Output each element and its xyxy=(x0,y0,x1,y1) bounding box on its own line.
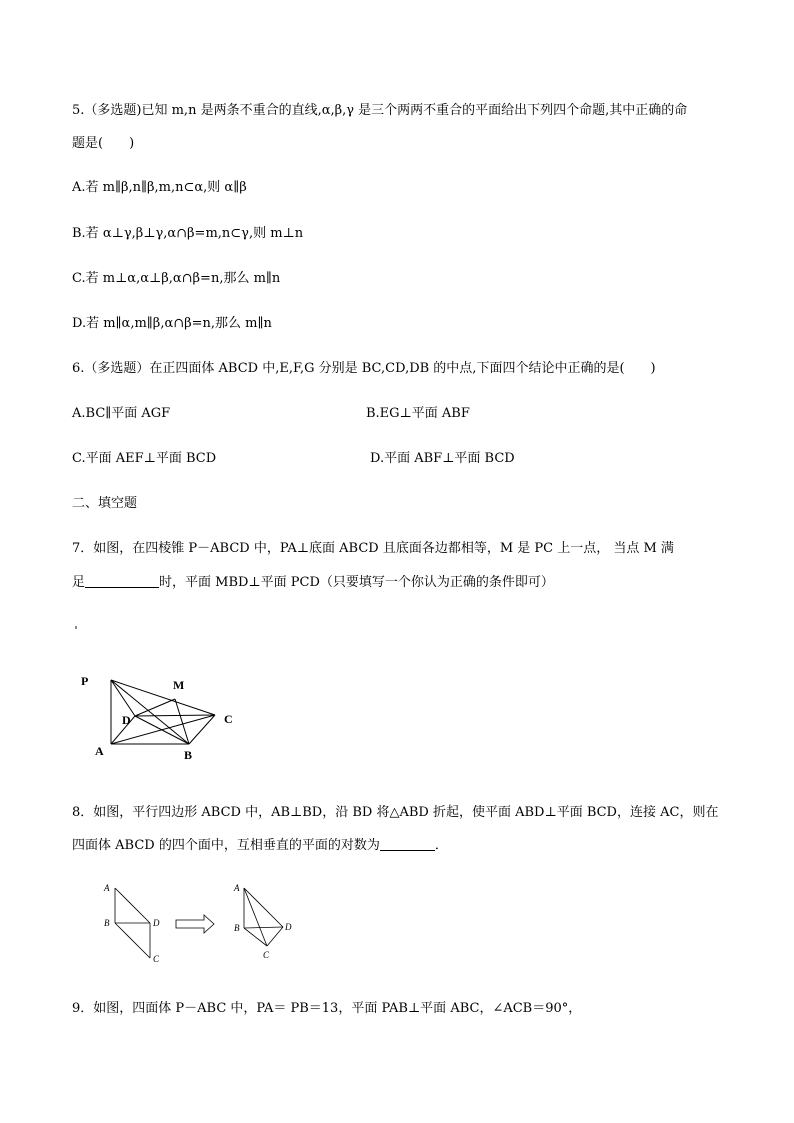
q8-stem-line2 xyxy=(72,837,448,854)
q7-pyramid-figure xyxy=(78,670,248,765)
q7-label-c: C xyxy=(224,712,233,726)
q6-option-c: C.平面 AEF⊥平面 BCD xyxy=(72,451,217,466)
q5-option-d: D.若 m∥α,m∥β,α∩β=n,那么 m∥n xyxy=(72,316,272,331)
q7-label-p: P xyxy=(81,674,89,688)
edge-dc xyxy=(135,715,215,716)
q8-stem-line1: 8．如图，平行四边形 ABCD 中，AB⊥BD，沿 BD 将△ABD 折起，使平面 ABD⊥平面 BCD，连接 AC，则在 xyxy=(72,805,719,820)
edge-pc xyxy=(111,680,215,715)
q7-stem-line1: 7．如图，在四棱锥 P－ABCD 中，PA⊥底面 ABCD 且底面各边都相等，M 是 PC 上一点， 当点 M 满 xyxy=(72,541,674,556)
q8-folding-figure xyxy=(100,880,300,965)
q7-stray-mark xyxy=(75,626,77,629)
fold-arrow-icon xyxy=(176,915,214,933)
section-heading: 二、填空题 xyxy=(72,496,138,511)
q7-label-d: D xyxy=(122,713,131,727)
q8-label-c2: C xyxy=(263,950,270,960)
para-ad xyxy=(115,888,150,923)
q7-label-b: B xyxy=(184,748,193,762)
q7-label-a: A xyxy=(95,744,104,758)
q6-option-a: A.BC∥平面 AGF xyxy=(72,406,171,421)
tet-bd xyxy=(244,927,283,928)
q8-label-b1: B xyxy=(104,918,110,928)
q8-label-b2: B xyxy=(234,923,240,933)
edge-pd xyxy=(111,680,135,716)
q5-option-a: A.若 m∥β,n∥β,m,n⊂α,则 α∥β xyxy=(72,180,247,195)
q8-answer-blank[interactable] xyxy=(380,837,435,851)
tet-ad xyxy=(244,888,283,927)
q7-label-m: M xyxy=(173,678,185,692)
q6-stem-line1: 6.（多选题）在正四面体 ABCD 中,E,F,G 分别是 BC,CD,DB 的中点,下面四个结论中正确的是( ) xyxy=(72,361,656,376)
q8-text-after-blank: ． xyxy=(434,838,448,853)
q7-text-before-blank: 足 xyxy=(72,575,86,590)
q7-text-after-blank: 时，平面 MBD⊥平面 PCD（只要填写一个你认为正确的条件即可） xyxy=(159,575,554,590)
q5-option-b: B.若 α⊥γ,β⊥γ,α∩β=m,n⊂γ,则 m⊥n xyxy=(72,226,304,241)
q8-label-d2: D xyxy=(285,922,292,932)
q5-stem-line2: 题是( ) xyxy=(72,136,135,151)
q7-stem-line2 xyxy=(72,574,554,591)
q6-option-d: D.平面 ABF⊥平面 BCD xyxy=(370,451,515,466)
para-bc xyxy=(115,923,150,958)
q8-label-a2: A xyxy=(234,883,240,893)
edge-dm xyxy=(135,699,175,716)
q7-answer-blank[interactable] xyxy=(85,574,159,588)
q5-stem-line1: 5.（多选题)已知 m,n 是两条不重合的直线,α,β,γ 是三个两两不重合的平面给出下列四个命题,其中正确的命 xyxy=(72,103,688,118)
q9-stem-line1: 9．如图，四面体 P－ABC 中，PA＝ PB＝13，平面 PAB⊥平面 ABC，∠ACB＝90°， xyxy=(72,1001,582,1016)
q8-text-before-blank: 四面体 ABCD 的四个面中，互相垂直的平面的对数为 xyxy=(72,838,380,853)
tet-dc xyxy=(267,927,283,946)
q6-option-b: B.EG⊥平面 ABF xyxy=(366,406,470,421)
q8-label-a1: A xyxy=(104,883,110,893)
q8-label-d1: D xyxy=(153,918,160,928)
q8-label-c1: C xyxy=(153,954,160,964)
q5-option-c: C.若 m⊥α,α⊥β,α∩β=n,那么 m∥n xyxy=(72,271,281,286)
edge-bc xyxy=(189,715,215,744)
